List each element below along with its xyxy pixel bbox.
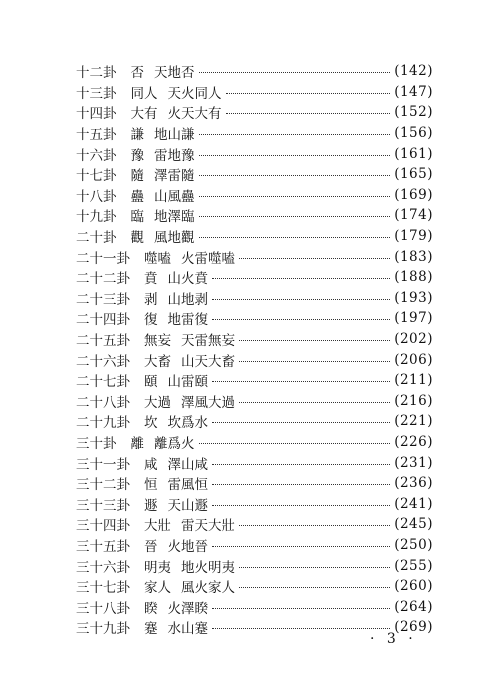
hexagram-full-name: 山風蠱 xyxy=(154,188,195,205)
page-number: (269) xyxy=(394,619,433,636)
toc-entry[interactable] xyxy=(76,493,433,514)
hexagram-name: 否 xyxy=(130,65,144,82)
toc-entry[interactable] xyxy=(76,432,433,453)
dot-leader xyxy=(212,380,390,382)
hexagram-name: 賁 xyxy=(144,271,158,288)
hexagram-full-name: 山地剥 xyxy=(167,291,208,308)
hexagram-full-name: 雷天大壯 xyxy=(181,518,235,535)
hexagram-number: 三十一卦 xyxy=(76,456,130,473)
toc-entry[interactable] xyxy=(76,329,433,350)
page-number: (197) xyxy=(394,310,433,327)
hexagram-name: 臨 xyxy=(130,209,144,226)
hexagram-number: 三十卦 xyxy=(76,435,117,452)
hexagram-full-name: 火澤睽 xyxy=(167,600,208,617)
dot-leader xyxy=(212,277,390,279)
hexagram-number: 十七卦 xyxy=(76,168,117,185)
hexagram-name: 咸 xyxy=(144,456,158,473)
toc-entry[interactable] xyxy=(76,596,433,617)
toc-entry[interactable] xyxy=(76,473,433,494)
hexagram-number: 三十四卦 xyxy=(76,518,130,535)
hexagram-number: 十八卦 xyxy=(76,188,117,205)
hexagram-full-name: 地火明夷 xyxy=(181,559,235,576)
folio-page-number: · 3 · xyxy=(370,631,417,647)
page-number: (236) xyxy=(394,475,433,492)
dot-leader xyxy=(212,463,390,465)
hexagram-full-name: 澤雷隨 xyxy=(154,168,195,185)
hexagram-number: 二十一卦 xyxy=(76,250,130,267)
page-number: (245) xyxy=(394,516,433,533)
hexagram-number: 三十七卦 xyxy=(76,580,130,597)
dot-leader xyxy=(239,339,390,341)
dot-leader xyxy=(212,627,390,629)
hexagram-name: 同人 xyxy=(130,85,158,102)
hexagram-full-name: 離爲火 xyxy=(154,435,195,452)
dot-leader xyxy=(239,257,390,259)
dot-leader xyxy=(199,174,391,176)
hexagram-number: 三十三卦 xyxy=(76,497,130,514)
hexagram-name: 坎 xyxy=(144,415,158,432)
toc-entry[interactable] xyxy=(76,514,433,535)
page-number: (231) xyxy=(394,454,433,471)
hexagram-name: 恒 xyxy=(144,477,158,494)
page-number: (161) xyxy=(394,145,433,162)
hexagram-name: 無妄 xyxy=(144,333,171,350)
hexagram-name: 蹇 xyxy=(144,621,158,638)
table-of-contents xyxy=(76,61,433,638)
dot-leader xyxy=(226,112,391,114)
dot-leader xyxy=(199,133,391,135)
hexagram-full-name: 火天大有 xyxy=(167,106,222,123)
toc-entry[interactable] xyxy=(76,370,433,391)
dot-leader xyxy=(199,195,391,197)
hexagram-full-name: 山雷頤 xyxy=(167,374,208,391)
toc-entry[interactable] xyxy=(76,164,433,185)
toc-entry[interactable] xyxy=(76,123,433,144)
dot-leader xyxy=(226,92,391,94)
hexagram-full-name: 火地晉 xyxy=(167,538,208,555)
page-number: (147) xyxy=(394,83,433,100)
hexagram-name: 頤 xyxy=(144,374,158,391)
hexagram-name: 謙 xyxy=(130,127,144,144)
hexagram-full-name: 雷地豫 xyxy=(154,147,195,164)
dot-leader xyxy=(239,524,390,526)
page-number: (152) xyxy=(394,104,433,121)
page-number: (188) xyxy=(394,269,433,286)
hexagram-number: 三十二卦 xyxy=(76,477,130,494)
page-number: (165) xyxy=(394,166,433,183)
hexagram-number: 三十八卦 xyxy=(76,600,130,617)
hexagram-full-name: 地山謙 xyxy=(154,127,195,144)
page-number: (221) xyxy=(394,413,433,430)
toc-entry[interactable] xyxy=(76,185,433,206)
hexagram-number: 十二卦 xyxy=(76,65,117,82)
hexagram-name: 明夷 xyxy=(144,559,171,576)
page-number: (179) xyxy=(394,228,433,245)
toc-entry[interactable] xyxy=(76,246,433,267)
hexagram-number: 十五卦 xyxy=(76,127,117,144)
hexagram-number: 十四卦 xyxy=(76,106,117,123)
hexagram-name: 離 xyxy=(130,435,144,452)
hexagram-number: 二十六卦 xyxy=(76,353,130,370)
toc-entry[interactable] xyxy=(76,308,433,329)
hexagram-number: 二十八卦 xyxy=(76,394,130,411)
hexagram-number: 二十七卦 xyxy=(76,374,130,391)
page-number: (226) xyxy=(394,433,433,450)
hexagram-full-name: 風地觀 xyxy=(154,230,195,247)
toc-entry[interactable] xyxy=(76,535,433,556)
page-number: (255) xyxy=(394,557,433,574)
hexagram-full-name: 坎爲水 xyxy=(167,415,208,432)
hexagram-name: 剥 xyxy=(144,291,158,308)
hexagram-number: 二十九卦 xyxy=(76,415,130,432)
hexagram-full-name: 地澤臨 xyxy=(154,209,195,226)
hexagram-name: 睽 xyxy=(144,600,158,617)
page-number: (206) xyxy=(394,351,433,368)
dot-leader xyxy=(239,401,390,403)
toc-entry[interactable] xyxy=(76,411,433,432)
hexagram-full-name: 山天大畜 xyxy=(181,353,235,370)
dot-leader xyxy=(212,545,390,547)
hexagram-name: 豫 xyxy=(130,147,144,164)
hexagram-number: 二十三卦 xyxy=(76,291,130,308)
hexagram-number: 三十五卦 xyxy=(76,538,130,555)
toc-entry[interactable] xyxy=(76,576,433,597)
hexagram-name: 晉 xyxy=(144,538,158,555)
hexagram-number: 三十九卦 xyxy=(76,621,130,638)
toc-entry[interactable] xyxy=(76,82,433,103)
toc-entry[interactable] xyxy=(76,205,433,226)
hexagram-name: 蠱 xyxy=(130,188,144,205)
hexagram-name: 噬嗑 xyxy=(144,250,171,267)
page-number: (264) xyxy=(394,598,433,615)
hexagram-number: 十九卦 xyxy=(76,209,117,226)
hexagram-full-name: 澤風大過 xyxy=(181,394,235,411)
dot-leader xyxy=(212,298,390,300)
dot-leader xyxy=(212,607,390,609)
hexagram-full-name: 火雷噬嗑 xyxy=(181,250,235,267)
hexagram-full-name: 天雷無妄 xyxy=(181,333,235,350)
dot-leader xyxy=(199,236,391,238)
hexagram-number: 二十卦 xyxy=(76,230,117,247)
page-number: (156) xyxy=(394,125,433,142)
hexagram-number: 十三卦 xyxy=(76,85,117,102)
toc-entry[interactable] xyxy=(76,555,433,576)
hexagram-full-name: 地雷復 xyxy=(167,312,208,329)
toc-entry[interactable] xyxy=(76,452,433,473)
page-number: (174) xyxy=(394,207,433,224)
dot-leader xyxy=(212,504,390,506)
hexagram-number: 三十六卦 xyxy=(76,559,130,576)
hexagram-name: 家人 xyxy=(144,580,171,597)
dot-leader xyxy=(212,483,390,485)
toc-entry[interactable] xyxy=(76,102,433,123)
dot-leader xyxy=(212,421,390,423)
hexagram-number: 十六卦 xyxy=(76,147,117,164)
hexagram-name: 復 xyxy=(144,312,158,329)
toc-entry[interactable] xyxy=(76,391,433,412)
hexagram-full-name: 山火賁 xyxy=(167,271,208,288)
dot-leader xyxy=(239,586,390,588)
page-number: (216) xyxy=(394,392,433,409)
hexagram-full-name: 風火家人 xyxy=(181,580,235,597)
toc-entry[interactable] xyxy=(76,288,433,309)
dot-leader xyxy=(199,215,391,217)
hexagram-full-name: 天火同人 xyxy=(167,85,222,102)
toc-entry[interactable] xyxy=(76,226,433,247)
hexagram-full-name: 澤山咸 xyxy=(167,456,208,473)
page-number: (193) xyxy=(394,289,433,306)
hexagram-name: 觀 xyxy=(130,230,144,247)
dot-leader xyxy=(199,154,391,156)
toc-entry[interactable] xyxy=(76,267,433,288)
page-number: (250) xyxy=(394,536,433,553)
hexagram-name: 隨 xyxy=(130,168,144,185)
page-number: (202) xyxy=(394,331,433,348)
toc-entry[interactable] xyxy=(76,143,433,164)
dot-leader xyxy=(239,360,390,362)
hexagram-full-name: 天山遯 xyxy=(167,497,208,514)
dot-leader xyxy=(239,566,390,568)
page-number: (183) xyxy=(394,248,433,265)
hexagram-name: 大畜 xyxy=(144,353,171,370)
page-number: (211) xyxy=(394,372,433,389)
page-number: (241) xyxy=(394,495,433,512)
hexagram-number: 二十四卦 xyxy=(76,312,130,329)
hexagram-full-name: 天地否 xyxy=(154,65,195,82)
hexagram-number: 二十五卦 xyxy=(76,333,130,350)
hexagram-name: 大過 xyxy=(144,394,171,411)
hexagram-number: 二十二卦 xyxy=(76,271,130,288)
dot-leader xyxy=(199,71,391,73)
toc-entry[interactable] xyxy=(76,349,433,370)
hexagram-name: 大有 xyxy=(130,106,158,123)
dot-leader xyxy=(212,318,390,320)
page-number: (142) xyxy=(394,63,433,80)
hexagram-full-name: 水山蹇 xyxy=(167,621,208,638)
toc-entry[interactable] xyxy=(76,61,433,82)
dot-leader xyxy=(199,442,391,444)
page-number: (260) xyxy=(394,578,433,595)
page-number: (169) xyxy=(394,186,433,203)
hexagram-full-name: 雷風恒 xyxy=(167,477,208,494)
hexagram-name: 遯 xyxy=(144,497,158,514)
hexagram-name: 大壯 xyxy=(144,518,171,535)
